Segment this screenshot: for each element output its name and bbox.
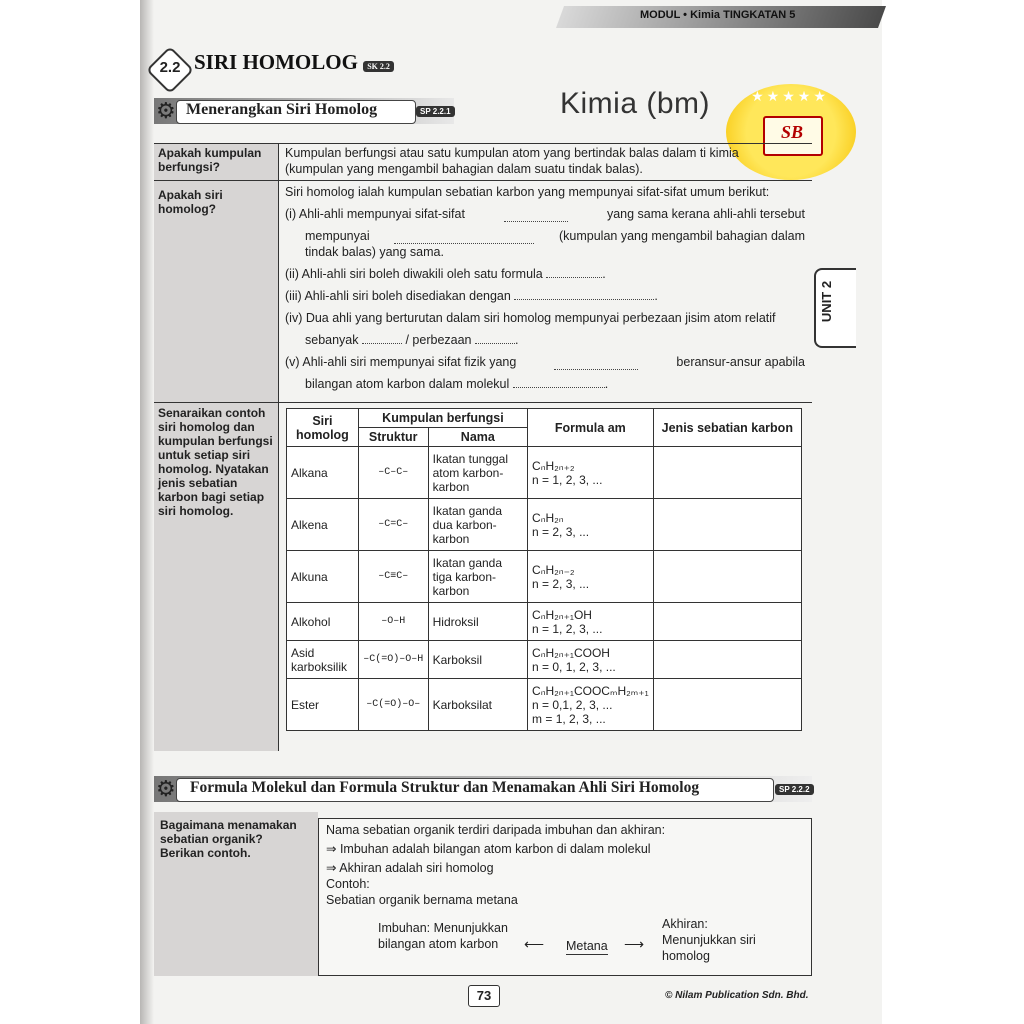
formula-text: CₙH₂ₙ₊₁OH: [532, 607, 592, 622]
item-i-cont: [285, 228, 805, 244]
watermark-text: Kimia (bm): [560, 87, 711, 120]
subheading-title: Menerangkan Siri Homolog: [186, 101, 378, 118]
gear-icon: ⚙: [156, 776, 176, 801]
cell-nama: Ikatan tunggal atom karbon-karbon: [428, 447, 527, 499]
subheading-title-2: Formula Molekul dan Formula Struktur dan Menamakan Ahli Siri Homolog: [190, 779, 700, 796]
arrow-icon: ⇒: [326, 861, 340, 875]
answer-4-bullet: [326, 860, 806, 876]
cell-jenis[interactable]: [653, 679, 801, 731]
fill-blank[interactable]: [514, 299, 654, 300]
table-row: [287, 603, 802, 641]
binding-shadow: [140, 0, 154, 1024]
item-v-text: beransur-ansur apabila: [676, 355, 805, 369]
fill-blank[interactable]: [513, 387, 605, 388]
arrow-left-icon: ⟵: [524, 936, 545, 952]
fill-blank[interactable]: [546, 277, 602, 278]
formula-text: CₙH₂ₙ: [532, 510, 564, 525]
item-v: [285, 354, 805, 370]
table-row: [287, 447, 802, 499]
section-code: SK 2.2: [363, 61, 394, 72]
answer-4-line: Nama sebatian organik terdiri daripada imbuhan dan akhiran:: [326, 823, 666, 837]
table-header-row: [287, 409, 802, 428]
cell-siri: Alkena: [287, 499, 359, 551]
section-title: [194, 50, 394, 75]
subheading-code-2: SP 2.2.2: [775, 784, 814, 795]
answer-1: Kumpulan berfungsi atau satu kumpulan atom yang bertindak balas dalam ti kimia (kumpulan yang mengambil bahagian dalam suatu tindak balas).: [285, 146, 739, 176]
cell-nama: Karboksilat: [428, 679, 527, 731]
header-siri: Siri homolog: [287, 409, 359, 447]
fill-blank[interactable]: [394, 228, 534, 244]
logo-lettering: SB: [780, 122, 804, 142]
homolog-table-wrap: [286, 408, 802, 731]
arrow-icon: ⇒: [326, 842, 340, 856]
formula-n: n = 1, 2, 3, ...: [532, 621, 603, 636]
item-iv-text: sebanyak: [305, 333, 359, 347]
answer-4: [326, 822, 806, 908]
fill-blank[interactable]: [362, 343, 402, 344]
arrow-right-icon: ⟶: [624, 936, 645, 952]
answer-4-line: Sebatian organik bernama metana: [326, 893, 518, 907]
answer-4-bullet: [326, 841, 806, 857]
table-row: [287, 679, 802, 731]
item-ii: (ii) Ahli-ahli siri boleh diwakili oleh satu formula .: [285, 267, 606, 281]
header-struktur: Struktur: [358, 428, 428, 447]
cell-formula: [528, 447, 654, 499]
page-number: 73: [468, 985, 500, 1007]
cell-formula: [528, 551, 654, 603]
answer-2-intro: Siri homolog ialah kumpulan sebatian karbon yang mempunyai sifat-sifat umum berikut:: [285, 185, 770, 199]
fill-blank[interactable]: [554, 354, 638, 370]
cell-formula: [528, 679, 654, 731]
cell-struktur: –C≡C–: [358, 551, 428, 603]
cell-siri: Alkuna: [287, 551, 359, 603]
formula-n: n = 0,1, 2, 3, ...: [532, 697, 613, 712]
question-3: Senaraikan contoh siri homolog dan kumpulan berfungsi untuk setiap siri homolog. Nyatakan jenis sebatian karbon bagi setiap siri homolog.: [158, 406, 273, 518]
cell-siri: Alkana: [287, 447, 359, 499]
cell-formula: [528, 641, 654, 679]
publisher: © Nilam Publication Sdn. Bhd.: [665, 990, 809, 1001]
formula-n: n = 1, 2, 3, ...: [532, 472, 603, 487]
cell-nama: Ikatan ganda tiga karbon-karbon: [428, 551, 527, 603]
cell-nama: Karboksil: [428, 641, 527, 679]
header-formula: Formula am: [528, 409, 654, 447]
item-i-text: yang sama kerana ahli-ahli tersebut: [606, 207, 805, 221]
formula-text: CₙH₂ₙ₊₁COOH: [532, 645, 610, 660]
divider: [154, 143, 812, 144]
unit-tab-label: UNIT 2: [819, 280, 835, 323]
item-v-cont: bilangan atom karbon dalam molekul .: [305, 377, 609, 391]
formula-n: n = 2, 3, ...: [532, 576, 590, 591]
metana-word: Metana: [566, 939, 608, 953]
divider: [278, 143, 279, 751]
header-nama: Nama: [428, 428, 527, 447]
formula-m: m = 1, 2, 3, ...: [532, 711, 606, 726]
item-v-text: bilangan atom karbon dalam molekul: [305, 377, 510, 391]
table-row: [287, 641, 802, 679]
answer-4-line: Akhiran adalah siri homolog: [339, 861, 494, 875]
cell-struktur: –C–C–: [358, 447, 428, 499]
cell-struktur: –C=C–: [358, 499, 428, 551]
cell-struktur: –O–H: [358, 603, 428, 641]
divider: [154, 180, 812, 181]
subheading-code: SP 2.2.1: [416, 106, 455, 117]
imbuhan-label: Imbuhan: Menunjukkan bilangan atom karbon: [378, 921, 508, 951]
header-kumpulan: Kumpulan berfungsi: [358, 409, 527, 428]
star-icons: ★★★★★: [751, 88, 829, 104]
item-iv-text: / perbezaan: [405, 333, 472, 347]
cell-nama: Hidroksil: [428, 603, 527, 641]
item-iii: (iii) Ahli-ahli siri boleh disediakan dengan .: [285, 289, 658, 303]
table-row: [287, 551, 802, 603]
question-4: Bagaimana menamakan sebatian organik? Berikan contoh.: [160, 818, 297, 860]
item-i-text: (kumpulan yang mengambil bahagian dalam: [559, 229, 805, 243]
header-modul: MODUL • Kimia TINGKATAN 5: [640, 9, 796, 21]
cell-siri: Ester: [287, 679, 359, 731]
item-iv-cont: sebanyak / perbezaan .: [305, 333, 519, 347]
cell-siri: Asid karboksilik: [287, 641, 359, 679]
formula-n: n = 0, 1, 2, 3, ...: [532, 659, 616, 674]
section-title-text: SIRI HOMOLOG: [194, 50, 358, 74]
section-number: 2.2: [159, 59, 181, 76]
item-iii-text: (iii) Ahli-ahli siri boleh disediakan dengan: [285, 289, 511, 303]
answer-4-line: Imbuhan adalah bilangan atom karbon di dalam molekul: [339, 842, 651, 856]
item-v-text: (v) Ahli-ahli siri mempunyai sifat fizik yang: [285, 355, 517, 369]
header-jenis: Jenis sebatian karbon: [653, 409, 801, 447]
item-i-text: (i) Ahli-ahli mempunyai sifat-sifat: [285, 207, 465, 221]
cell-jenis[interactable]: [653, 499, 801, 551]
item-i: [285, 206, 805, 222]
cell-struktur: –C(=O)–O–: [358, 679, 428, 731]
question-1: Apakah kumpulan berfungsi?: [158, 146, 262, 174]
answer-4-line: Contoh:: [326, 877, 370, 891]
formula-n: n = 2, 3, ...: [532, 524, 590, 539]
akhiran-label: Akhiran: Menunjukkan siri homolog: [662, 917, 756, 963]
cell-jenis[interactable]: [653, 641, 801, 679]
item-ii-text: (ii) Ahli-ahli siri boleh diwakili oleh satu formula: [285, 267, 543, 281]
cell-struktur: –C(=O)–O–H: [358, 641, 428, 679]
cell-jenis[interactable]: [653, 447, 801, 499]
item-i-end: tindak balas) yang sama.: [305, 245, 444, 259]
cell-formula: [528, 603, 654, 641]
fill-blank[interactable]: [504, 206, 568, 222]
cell-jenis[interactable]: [653, 551, 801, 603]
cell-nama: Ikatan ganda dua karbon-karbon: [428, 499, 527, 551]
cell-siri: Alkohol: [287, 603, 359, 641]
fill-blank[interactable]: [475, 343, 515, 344]
outside-area: [882, 0, 1024, 1024]
divider: [154, 402, 812, 403]
item-i-text: mempunyai: [305, 229, 370, 243]
formula-text: CₙH₂ₙ₊₁COOCₘH₂ₘ₊₁: [532, 683, 649, 698]
homolog-table: [286, 408, 802, 731]
answer-2: [285, 184, 805, 392]
formula-text: CₙH₂ₙ₋₂: [532, 562, 575, 577]
formula-text: CₙH₂ₙ₊₂: [532, 458, 575, 473]
cell-jenis[interactable]: [653, 603, 801, 641]
item-iv: (iv) Dua ahli yang berturutan dalam siri homolog mempunyai perbezaan jisim atom relatif: [285, 311, 776, 325]
cell-formula: [528, 499, 654, 551]
question-2: Apakah siri homolog?: [158, 188, 223, 216]
table-row: [287, 499, 802, 551]
gear-icon: ⚙: [156, 98, 176, 123]
